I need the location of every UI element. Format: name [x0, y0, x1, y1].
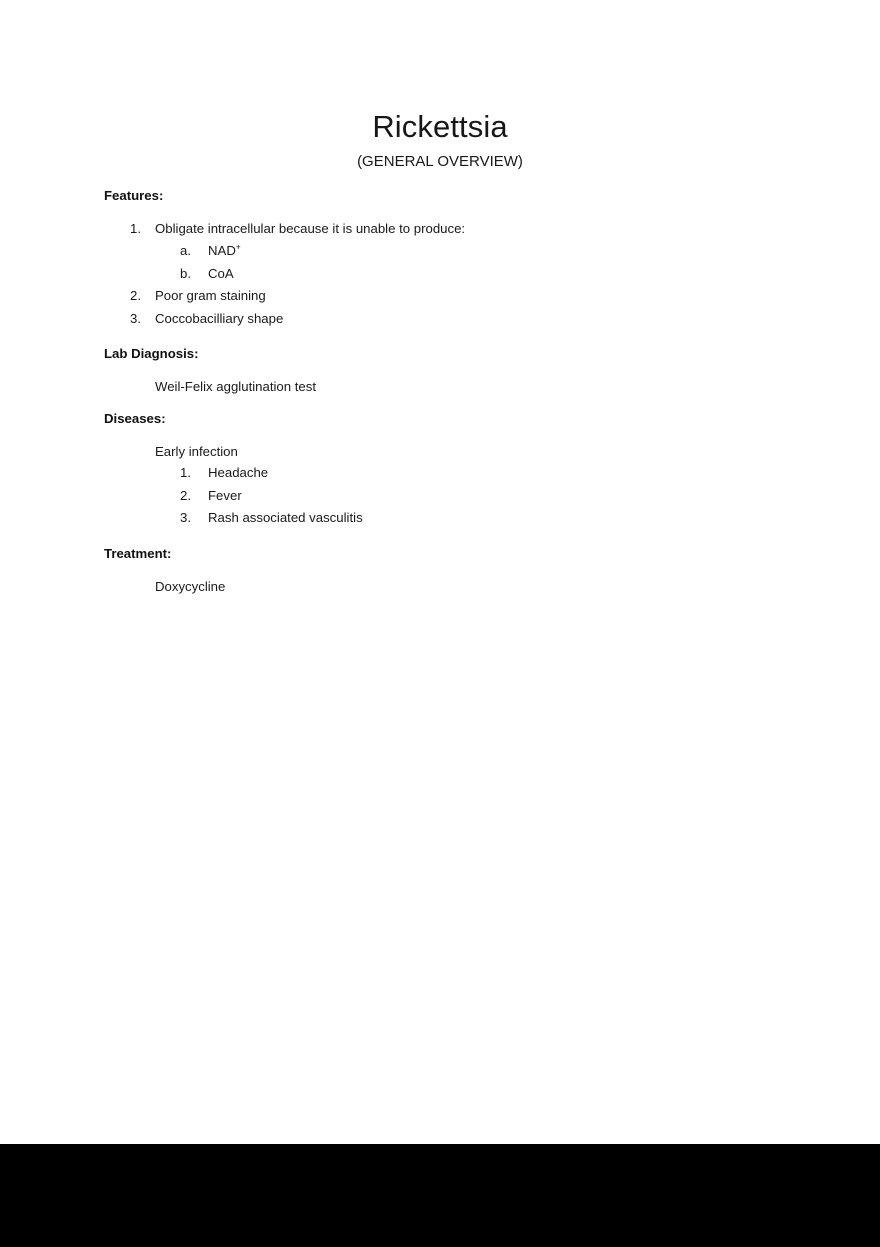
- list-item: [180, 509, 363, 526]
- section-heading-diseases: Diseases:: [104, 411, 166, 426]
- list-item-label: Fever: [208, 488, 242, 503]
- list-item-label: Rash associated vasculitis: [208, 510, 363, 525]
- list-item: [130, 220, 465, 237]
- list-marker: 3.: [180, 510, 191, 525]
- diseases-group-label: Early infection: [155, 444, 238, 459]
- list-item-label: Coccobacilliary shape: [155, 311, 284, 326]
- section-heading-lab-diagnosis: Lab Diagnosis:: [104, 346, 199, 361]
- list-item: [180, 242, 241, 259]
- list-item: [130, 310, 283, 327]
- bottom-black-band: [0, 1144, 880, 1247]
- list-item-label: Obligate intracellular because it is unable to produce:: [155, 221, 466, 236]
- list-marker: 2.: [130, 288, 141, 303]
- list-item: [180, 464, 268, 481]
- page-subtitle: (GENERAL OVERVIEW): [357, 153, 523, 170]
- list-item-label: NAD: [208, 243, 236, 258]
- list-marker: b.: [180, 266, 191, 281]
- list-marker: a.: [180, 243, 191, 258]
- list-item-label: Poor gram staining: [155, 288, 266, 303]
- list-marker: 3.: [130, 311, 141, 326]
- list-item-label: Headache: [208, 465, 269, 480]
- section-heading-treatment: Treatment:: [104, 546, 172, 561]
- lab-diagnosis-body: Weil-Felix agglutination test: [155, 379, 317, 394]
- superscript-plus: +: [235, 242, 241, 252]
- treatment-body: Doxycycline: [155, 579, 226, 594]
- list-item: [180, 265, 234, 282]
- list-item: [180, 487, 242, 504]
- list-item: [130, 287, 266, 304]
- list-item-label: CoA: [208, 266, 234, 281]
- list-marker: 2.: [180, 488, 191, 503]
- list-marker: 1.: [180, 465, 191, 480]
- list-marker: 1.: [130, 221, 141, 236]
- page-title: Rickettsia: [372, 109, 508, 144]
- section-heading-features: Features:: [104, 188, 164, 203]
